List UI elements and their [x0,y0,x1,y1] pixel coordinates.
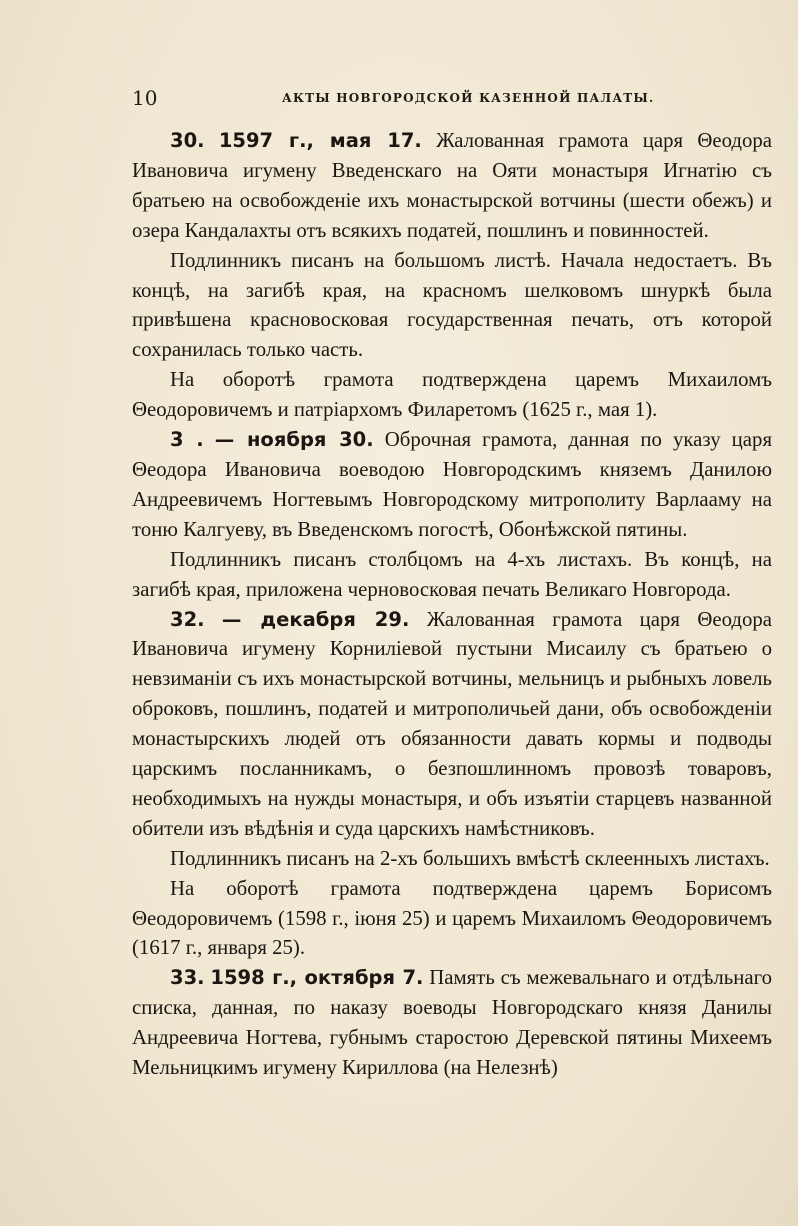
entry-date: 1598 г., октября 7. [210,966,424,990]
entry-number: 33. [170,966,205,990]
entry-30 [132,126,772,246]
entry-date: — декабря 29. [221,607,410,631]
entry-date: 1597 г., мая 17. [218,129,422,152]
entry-note: Подлинникъ писанъ на большомъ листѣ. Начала недостаетъ. Въ концѣ, на загибѣ края, на красномъ шелковомъ шнуркѣ была привѣшена красновосковая государственная печать, отъ которой сохранилась только часть. [132,248,772,362]
entry-note: Подлинникъ писанъ на 2-хъ большихъ вмѣстѣ склеенныхъ листахъ. [170,846,770,870]
entry-text: Память съ межевальнаго и отдѣльнаго списка, данная, по наказу воеводы Новгородскаго князя Данилы Андреевича Ногтева, губнымъ старостою Деревской пятины Михеемъ Мельницкимъ игумену Кириллова (на Нелезнѣ) [132,966,772,1080]
entry-number: 32. [170,607,205,631]
entry-date: — ноября 30. [214,428,374,452]
entry-text: Жалованная грамота царя Θеодора Ивановича игумену Введенскаго на Ояти монастыря Игнатію съ братьею на освобожденіе ихъ монастырской вотчины (шести обежъ) и озера Кандалахты отъ всякихъ податей, пошлинъ и повинностей. [132,129,772,242]
entry-note: На оборотѣ грамота подтверждена царемъ Михаиломъ Θеодоровичемъ и патріархомъ Филаретомъ (1625 г., мая 1). [132,368,772,422]
entry-31 [132,425,772,545]
running-title: АКТЫ НОВГОРОДСКОЙ КАЗЕННОЙ ПАЛАТЫ. [282,91,655,105]
entry-text: Жалованная грамота царя Θеодора Ивановича игумену Корниліевой пустыни Мисаилу съ братьею о невзиманіи съ ихъ монастырской вотчины, мельницъ и рыбныхъ ловель оброковъ, пошлинъ, податей и митрополичьей дани, объ освобожденіи монастырскихъ людей отъ обязанности давать кормы и подводы царскимъ посланникамъ, о безпошлинномъ провозѣ товаровъ, необходимыхъ на нужды монастыря, и объ изъятіи старцевъ названной обители изъ вѣдѣнія и суда царскихъ намѣстниковъ. [132,607,772,840]
entry-number: 3 . [170,428,204,452]
document-body [132,126,772,1083]
entry-note: На оборотѣ грамота подтверждена царемъ Борисомъ Θеодоровичемъ (1598 г., іюня 25) и царемъ Михаиломъ Θеодоровичемъ (1617 г., января 25). [132,876,772,960]
entry-33 [132,963,772,1083]
entry-text: Оброчная грамота, данная по указу царя Θеодора Ивановича воеводою Новгородскимъ княземъ Данилою Андреевичемъ Ногтевымъ Новгородскому митрополиту Варлааму на тоню Калгуеву, въ Введенскомъ погостѣ, Обонѣжской пятины. [132,428,773,541]
entry-number: 30. [170,129,205,152]
entry-32 [132,605,772,844]
page-number: 10 [132,86,158,110]
entry-note: Подлинникъ писанъ столбцомъ на 4-хъ листахъ. Въ концѣ, на загибѣ края, приложена черновосковая печать Великаго Новгорода. [132,547,772,601]
page-header [132,86,772,116]
